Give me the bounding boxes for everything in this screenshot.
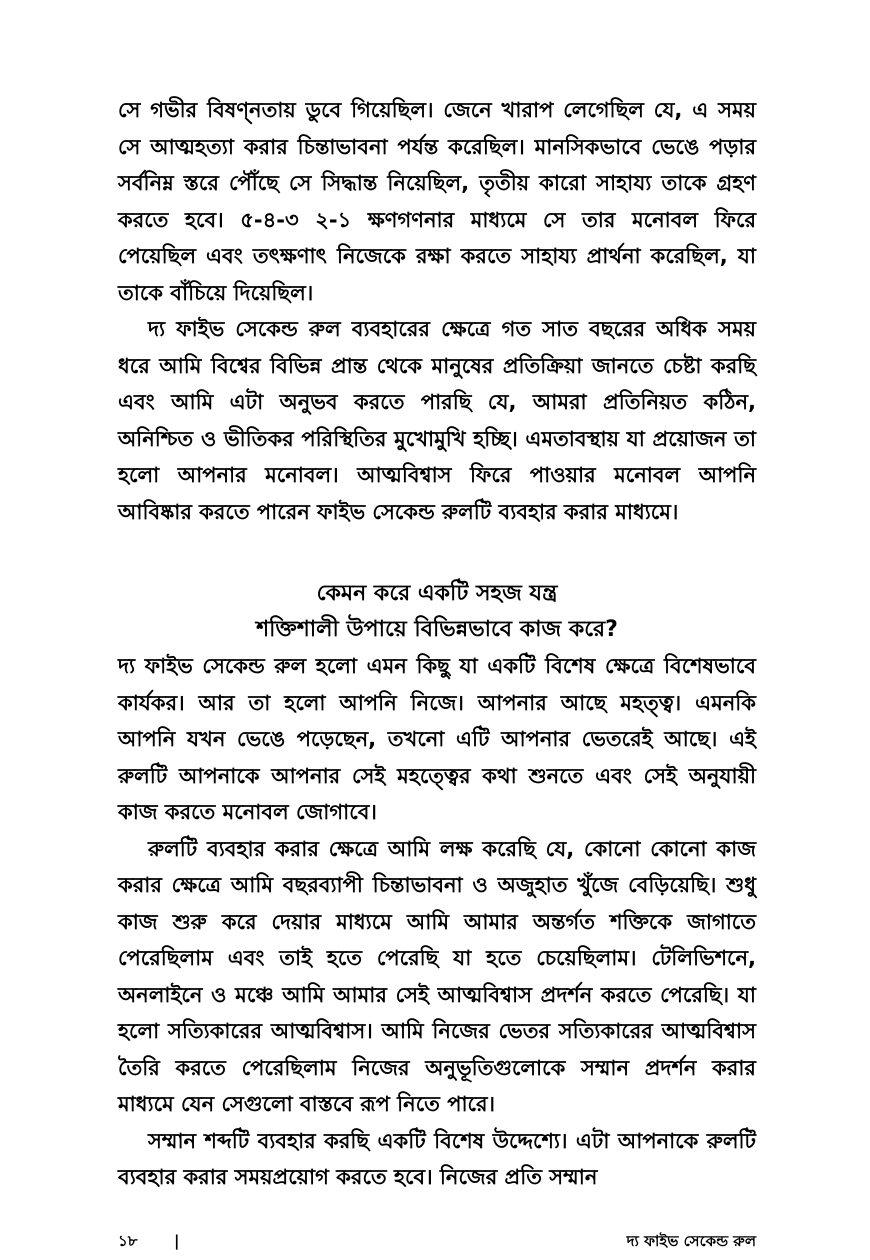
body-paragraph-3: দ্য ফাইভ সেকেন্ড রুল হলো এমন কিছু যা একটি বিশেষ ক্ষেত্রে বিশেষভাবে কার্যকর। আর তা হলো আপনি নিজে। আপনার আছে মহত্ত্ব। এমনকি আপনি যখন ভেঙে পড়েছেন, তখনো এটি আপনার ভেতরেই আছে। এই রুলটি আপনাকে আপনার সেই মহত্ত্বের কথা শুনতে এবং সেই অনুযায়ী কাজ করতে মনোবল জোগাবে। — [118, 654, 756, 824]
section-spacer — [118, 530, 756, 576]
section-heading-line-1: কেমন করে একটি সহজ যন্ত্র — [316, 581, 558, 606]
page-footer — [118, 1228, 756, 1254]
page-body — [118, 92, 756, 1196]
running-title: দ্য ফাইভ সেকেন্ড রুল — [626, 1232, 756, 1250]
body-paragraph-5: সম্মান শব্দটি ব্যবহার করছি একটি বিশেষ উদ্দেশ্যে। এটা আপনাকে রুলটি ব্যবহার করার সময়প্রয়োগ করতে হবে। নিজের প্রতি সম্মান — [118, 1128, 756, 1189]
section-heading-line-2: শক্তিশালী উপায়ে বিভিন্নভাবে কাজ করে? — [256, 617, 618, 642]
footer-separator: | — [174, 1232, 180, 1250]
page-number: ১৮ — [118, 1232, 138, 1250]
body-paragraph-2: দ্য ফাইভ সেকেন্ড রুল ব্যবহারের ক্ষেত্রে গত সাত বছরের অধিক সময় ধরে আমি বিশ্বের বিভিন্ন প্রান্ত থেকে মানুষের প্রতিক্রিয়া জানতে চেষ্টা করছি এবং আমি এটা অনুভব করতে পারছি যে, আমরা প্রতিনিয়ত কঠিন, অনিশ্চিত ও ভীতিকর পরিস্থিতির মুখোমুখি হচ্ছি। এমতাবস্থায় যা প্রয়োজন তা হলো আপনার মনোবল। আত্মবিশ্বাস ফিরে পাওয়ার মনোবল আপনি আবিষ্কার করতে পারেন ফাইভ সেকেন্ড রুলটি ব্যবহার করার মাধ্যমে। — [118, 317, 756, 524]
body-paragraph-1: সে গভীর বিষণ্নতায় ডুবে গিয়েছিল। জেনে খারাপ লেগেছিল যে, এ সময় সে আত্মহত্যা করার চিন্তাভাবনা পর্যন্ত করেছিল। মানসিকভাবে ভেঙে পড়ার সর্বনিম্ন স্তরে পৌঁছে সে সিদ্ধান্ত নিয়েছিল, তৃতীয় কারো সাহায্য তাকে গ্রহণ করতে হবে। ৫-৪-৩ ২-১ ক্ষণগণনার মাধ্যমে সে তার মনোবল ফিরে পেয়েছিল এবং তৎক্ষণাৎ নিজেকে রক্ষা করতে সাহায্য প্রার্থনা করেছিল, যা তাকে বাঁচিয়ে দিয়েছিল। — [118, 98, 756, 305]
body-paragraph-4: রুলটি ব্যবহার করার ক্ষেত্রে আমি লক্ষ করেছি যে, কোনো কোনো কাজ করার ক্ষেত্রে আমি বছরব্যাপী চিন্তাভাবনা ও অজুহাত খুঁজে বেড়িয়েছি। শুধু কাজ শুরু করে দেয়ার মাধ্যমে আমি আমার অন্তর্গত শক্তিকে জাগাতে পেরেছিলাম এবং তাই হতে পেরেছি যা হতে চেয়েছিলাম। টেলিভিশনে, অনলাইনে ও মঞ্চে আমি আমার সেই আত্মবিশ্বাস প্রদর্শন করতে পেরেছি। যা হলো সত্যিকারের আত্মবিশ্বাস। আমি নিজের ভেতর সত্যিকারের আত্মবিশ্বাস তৈরি করতে পেরেছিলাম নিজের অনুভূতিগুলোকে সম্মান প্রদর্শন করার মাধ্যমে যেন সেগুলো বাস্তবে রূপ নিতে পারে। — [118, 836, 756, 1116]
